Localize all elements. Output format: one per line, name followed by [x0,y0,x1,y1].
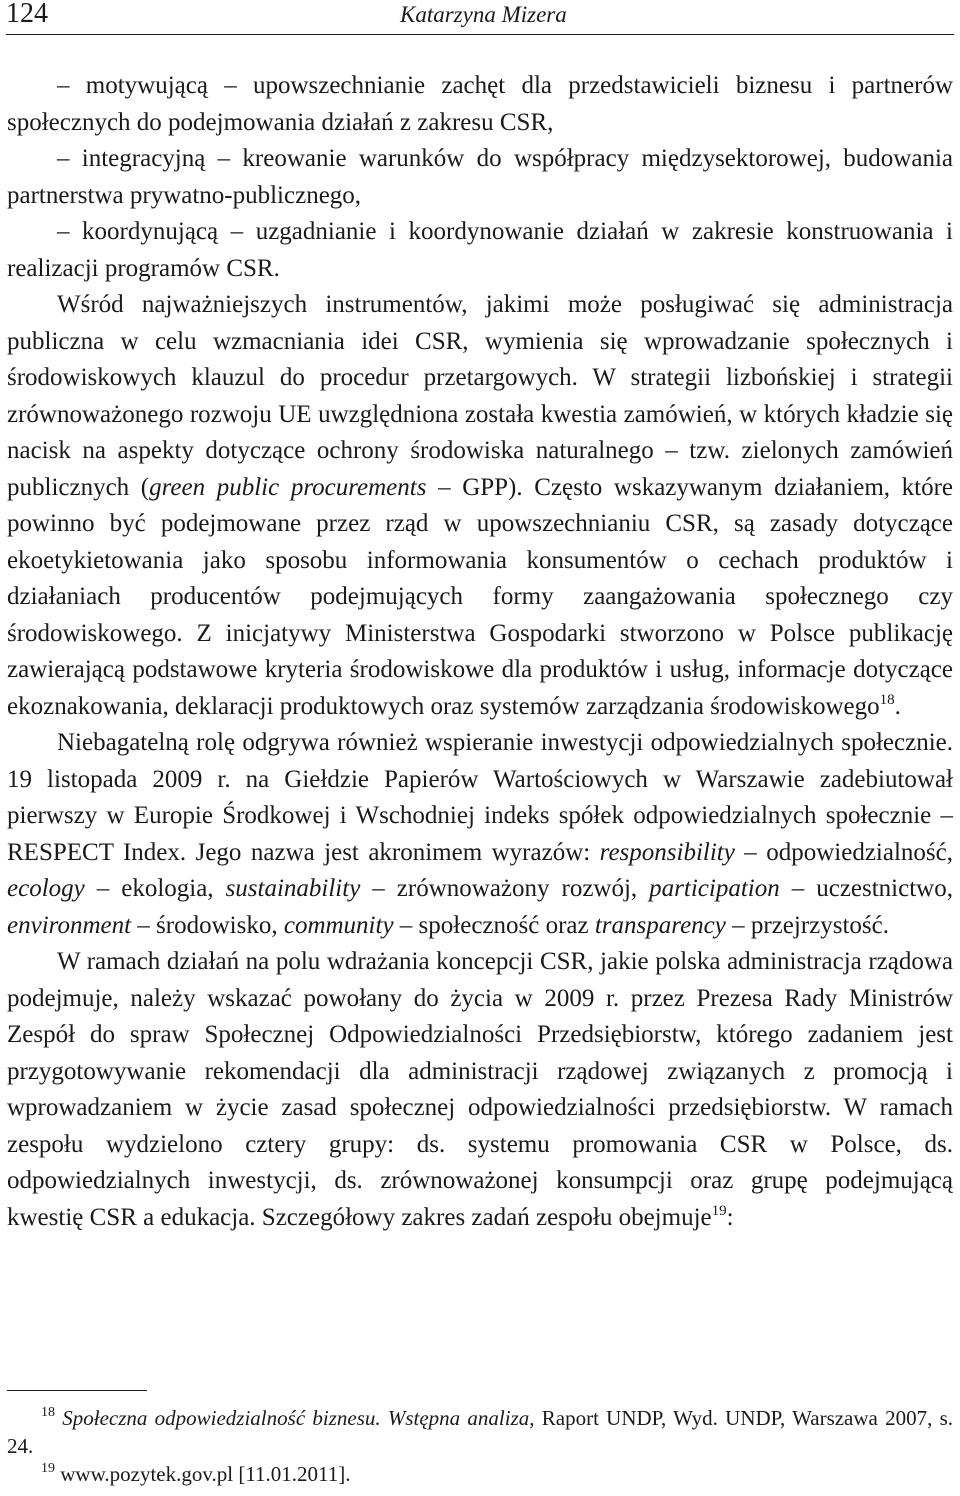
footnote-divider [7,1390,147,1391]
paragraph-text: . [894,692,901,720]
list-item-koordynujaca: – koordynującą – uzgadnianie i koordynowanie działań w zakresie konstruowania i realizacji programów CSR. [7,218,953,282]
paragraph-text: : [726,1203,734,1231]
paragraph-instruments [7,287,953,725]
paragraph-text: – GPP). Często wskazywanym działaniem, które powinno być podejmowane przez rząd w upowszechnianiu CSR, są zasady dotyczące ekoetykietowania jako sposobu informowania konsumentów o cechach produktów i działaniach producentów podejmujących formy zaangażowania społecznego czy środowiskowego. Z inicjatywy Ministerstwa Gospodarki stworzono w Polsce publikację zawierającą podstawowe kryteria środowiskowe dla produktów i usług, informacje dotyczące ekoznakowania, deklaracji produktowych oraz systemów zarządzania środowiskowego [7,473,953,720]
footnote-link: www.pozytek.gov.pl [11.01.2011]. [55,1462,351,1486]
italic-term: environment [7,911,132,939]
footnote-18 [7,1404,953,1460]
footnote-number: 18 [41,1405,55,1420]
term-gloss: – ekologia, [84,875,226,902]
italic-term: green public procurements [149,473,427,501]
italic-term: ecology [7,875,85,902]
paragraph-government-team [7,944,953,1236]
page-number: 124 [6,0,48,29]
footnote-number: 19 [41,1461,55,1476]
running-header [6,0,954,35]
footnote-ref-18: 18 [879,691,895,708]
italic-term: transparency [594,911,726,939]
italic-term: community [283,911,394,939]
term-gloss: – zrównoważony rozwój, [360,875,650,902]
footnote-19 [7,1460,953,1488]
list-item-motywujaca: – motywującą – upowszechnianie zachęt dla przedstawicieli biznesu i partnerów społecznych do podejmowania działań z zakresu CSR, [7,72,953,136]
footnote-ref-19: 19 [711,1202,727,1219]
term-gloss: – odpowiedzialność, [734,838,953,866]
term-gloss: – środowisko, [131,911,284,939]
paragraph-text: W ramach działań na polu wdrażania koncepcji CSR, jakie polska administracja rządowa podejmuje, należy wskazać powołany do życia w 2009 r. przez Prezesa Rady Ministrów Zespół do spraw Społecznej Odpowiedzialności Przedsiębiorstw, którego zadaniem jest przygotowywanie rekomendacji dla administracji rządowej związanych z promocją i wprowadzaniem w życie zasad społecznej odpowiedzialności przedsiębiorstw. W ramach zespołu wydzielono cztery grupy: ds. systemu promowania CSR w Polsce, ds. odpowiedzialnych inwestycji, ds. zrównoważonej konsumpcji oraz grupę podejmującą kwestię CSR a edukacja. Szczegółowy zakres zadań zespołu obejmuje [7,948,953,1231]
term-gloss: – społeczność oraz [393,911,595,939]
term-gloss: – przejrzystość. [725,911,889,939]
paragraph-text: Niebagatelną rolę odgrywa również wspieranie inwestycji odpowiedzialnych społecznie. 19 listopada 2009 r. na Giełdzie Papierów Wartościowych w Warszawie zadebiutował pierwszy w Europie Środkowej i Wschodniej indeks spółek odpowiedzialnych społecznie – RESPECT Index. Jego nazwa jest akronimem wyrazów: [7,729,953,866]
italic-term: sustainability [225,875,361,902]
footnotes [7,1404,953,1488]
paragraph-text: Wśród najważniejszych instrumentów, jakimi może posługiwać się administracja publiczna w celu wzmacniania idei CSR, wymienia się wprowadzanie społecznych i środowiskowych klauzul do procedur przetargowych. W strategii lizbońskiej i strategii zrównoważonego rozwoju UE uwzględniona została kwestia zamówień, w których kładzie się nacisk na aspekty dotyczące ochrony środowiska naturalnego – tzw. zielonych zamówień publicznych ( [7,291,953,501]
list-item-integracyjna: – integracyjną – kreowanie warunków do współpracy międzysektorowej, budowania partnerstwa prywatno-publicznego, [7,145,953,209]
italic-term: responsibility [599,838,735,866]
footnote-text: , Raport UNDP, Wyd. UNDP, Warszawa 2007, s. 24. [7,1406,954,1458]
paragraph-respect-index [7,725,953,944]
term-gloss: – uczestnictwo, [779,875,953,902]
italic-term: participation [649,875,780,902]
body-text [7,68,953,1236]
author-name: Katarzyna Mizera [400,2,567,27]
footnote-title: Społeczna odpowiedzialność biznesu. Wstępna analiza [62,1406,530,1430]
